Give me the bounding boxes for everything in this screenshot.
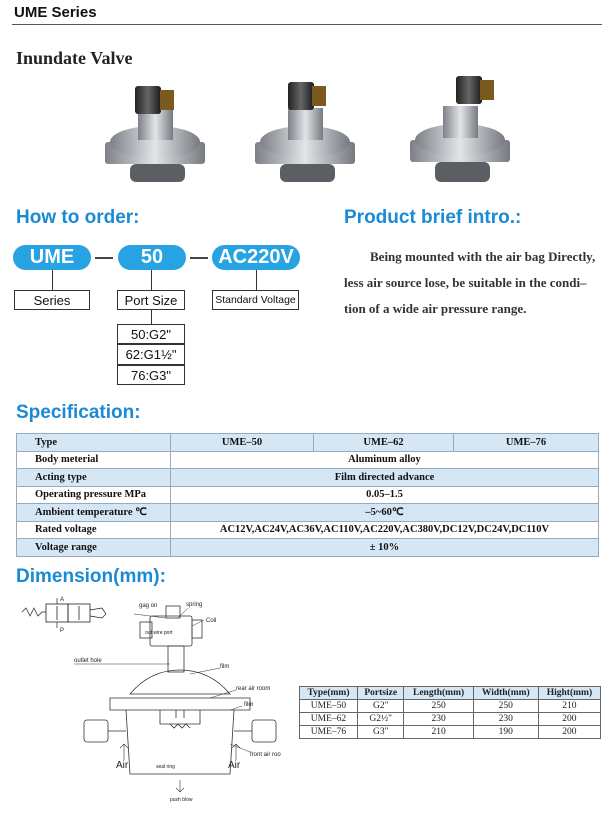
dimension-cell: 210 [404, 726, 473, 739]
label-port-size: Port Size [117, 290, 185, 310]
dimension-cell: G2" [357, 700, 403, 713]
dimension-header-cell: Length(mm) [404, 687, 473, 700]
port-option: 50:G2" [117, 324, 185, 344]
callout-air-right: Air [228, 760, 241, 771]
spec-label: Acting type [17, 469, 171, 487]
label-series: Series [14, 290, 90, 310]
dimension-cell: 250 [404, 700, 473, 713]
spec-row [17, 504, 599, 522]
product-photos [90, 70, 530, 190]
series-title: UME Series [14, 4, 97, 21]
callout-out-wire-port: out wire port [145, 630, 173, 636]
spec-row [17, 521, 599, 539]
dimension-header-row [300, 687, 601, 700]
order-code-series: UME [13, 245, 91, 270]
dimension-cell: UME–50 [300, 700, 358, 713]
spec-label: Operating pressure MPa [17, 486, 171, 504]
dimension-table [299, 686, 601, 739]
product-intro-text [344, 244, 604, 322]
callout-front-air-room: front air roo [250, 752, 281, 758]
dimension-row [300, 700, 601, 713]
callout-film-top: film [220, 664, 230, 670]
spec-label: Rated voltage [17, 521, 171, 539]
dimension-header-cell: Portsize [357, 687, 403, 700]
product-title: Inundate Valve [16, 48, 133, 68]
spec-header-type: Type [17, 434, 171, 452]
dimension-row [300, 713, 601, 726]
spec-value: –5~60℃ [171, 504, 599, 522]
valve-photo-1 [105, 86, 205, 182]
spec-value: ± 10% [171, 539, 599, 557]
port-option: 62:G1½" [117, 344, 185, 365]
port-option: 76:G3" [117, 365, 185, 385]
dimension-cell: G2½" [357, 713, 403, 726]
spec-value: Aluminum alloy [171, 451, 599, 469]
label-standard-voltage: Standard Voltage [212, 290, 299, 310]
callout-film-right: film [244, 702, 254, 708]
spec-value: Film directed advance [171, 469, 599, 487]
connector-line [151, 310, 152, 324]
order-code-voltage: AC220V [212, 245, 300, 270]
callout-outlet-hole: outlet hole [74, 658, 102, 664]
specification-heading: Specification: [16, 402, 141, 423]
dimension-header-cell: Typе(mm) [300, 687, 358, 700]
connector-line [256, 270, 257, 290]
header-divider [12, 24, 602, 25]
spec-label: Ambient temperature ℃ [17, 504, 171, 522]
callout-coil: Coil [206, 618, 217, 624]
order-code-port: 50 [118, 245, 186, 270]
dimension-cell: G3" [357, 726, 403, 739]
valve-cross-section-diagram [70, 598, 295, 810]
how-to-order-heading: How to order: [16, 207, 140, 228]
spec-header-model: UME–50 [171, 434, 314, 452]
port-label-a: A [60, 597, 65, 603]
spec-value: AC12V,AC24V,AC36V,AC110V,AC220V,AC380V,DC12V,DC24V,DC110V [171, 521, 599, 539]
spec-header-row [17, 434, 599, 452]
dimension-cell: 210 [538, 700, 600, 713]
spec-row [17, 469, 599, 487]
dimension-cell: UME–62 [300, 713, 358, 726]
port-label-p: P [60, 628, 65, 634]
spec-header-model: UME–76 [454, 434, 599, 452]
specification-table [16, 433, 599, 557]
dimension-cell: 230 [473, 713, 538, 726]
valve-photo-3 [410, 76, 510, 182]
callout-push-blow: push blow [170, 797, 193, 803]
callout-spring: spring [186, 602, 203, 608]
valve-photo-2 [255, 82, 355, 182]
dimension-header-cell: Hight(mm) [538, 687, 600, 700]
order-dash [190, 257, 208, 259]
spec-row [17, 451, 599, 469]
spec-value: 0.05–1.5 [171, 486, 599, 504]
connector-line [151, 270, 152, 290]
spec-row [17, 539, 599, 557]
spec-label: Voltage range [17, 539, 171, 557]
dimension-cell: 250 [473, 700, 538, 713]
spec-header-model: UME–62 [314, 434, 454, 452]
order-dash [95, 257, 113, 259]
callout-gag-on: gag on [139, 603, 158, 609]
dimension-heading: Dimension(mm): [16, 566, 166, 587]
dimension-cell: 200 [538, 713, 600, 726]
dimension-row [300, 726, 601, 739]
spec-label: Body meterial [17, 451, 171, 469]
spec-row [17, 486, 599, 504]
dimension-header-cell: Width(mm) [473, 687, 538, 700]
product-intro-paragraph: Being mounted with the air bag Directly, less air source lose, be suitable in the condi– tion of a wide air pressure range. [344, 249, 596, 316]
callout-air-left: Air [116, 760, 129, 771]
dimension-cell: 200 [538, 726, 600, 739]
dimension-cell: 230 [404, 713, 473, 726]
product-intro-heading: Product brief intro.: [344, 207, 522, 228]
callout-seal-ring: seal ring [156, 764, 175, 770]
dimension-cell: UME–76 [300, 726, 358, 739]
connector-line [52, 270, 53, 290]
dimension-cell: 190 [473, 726, 538, 739]
callout-rear-air-room: rear air room [236, 686, 271, 692]
